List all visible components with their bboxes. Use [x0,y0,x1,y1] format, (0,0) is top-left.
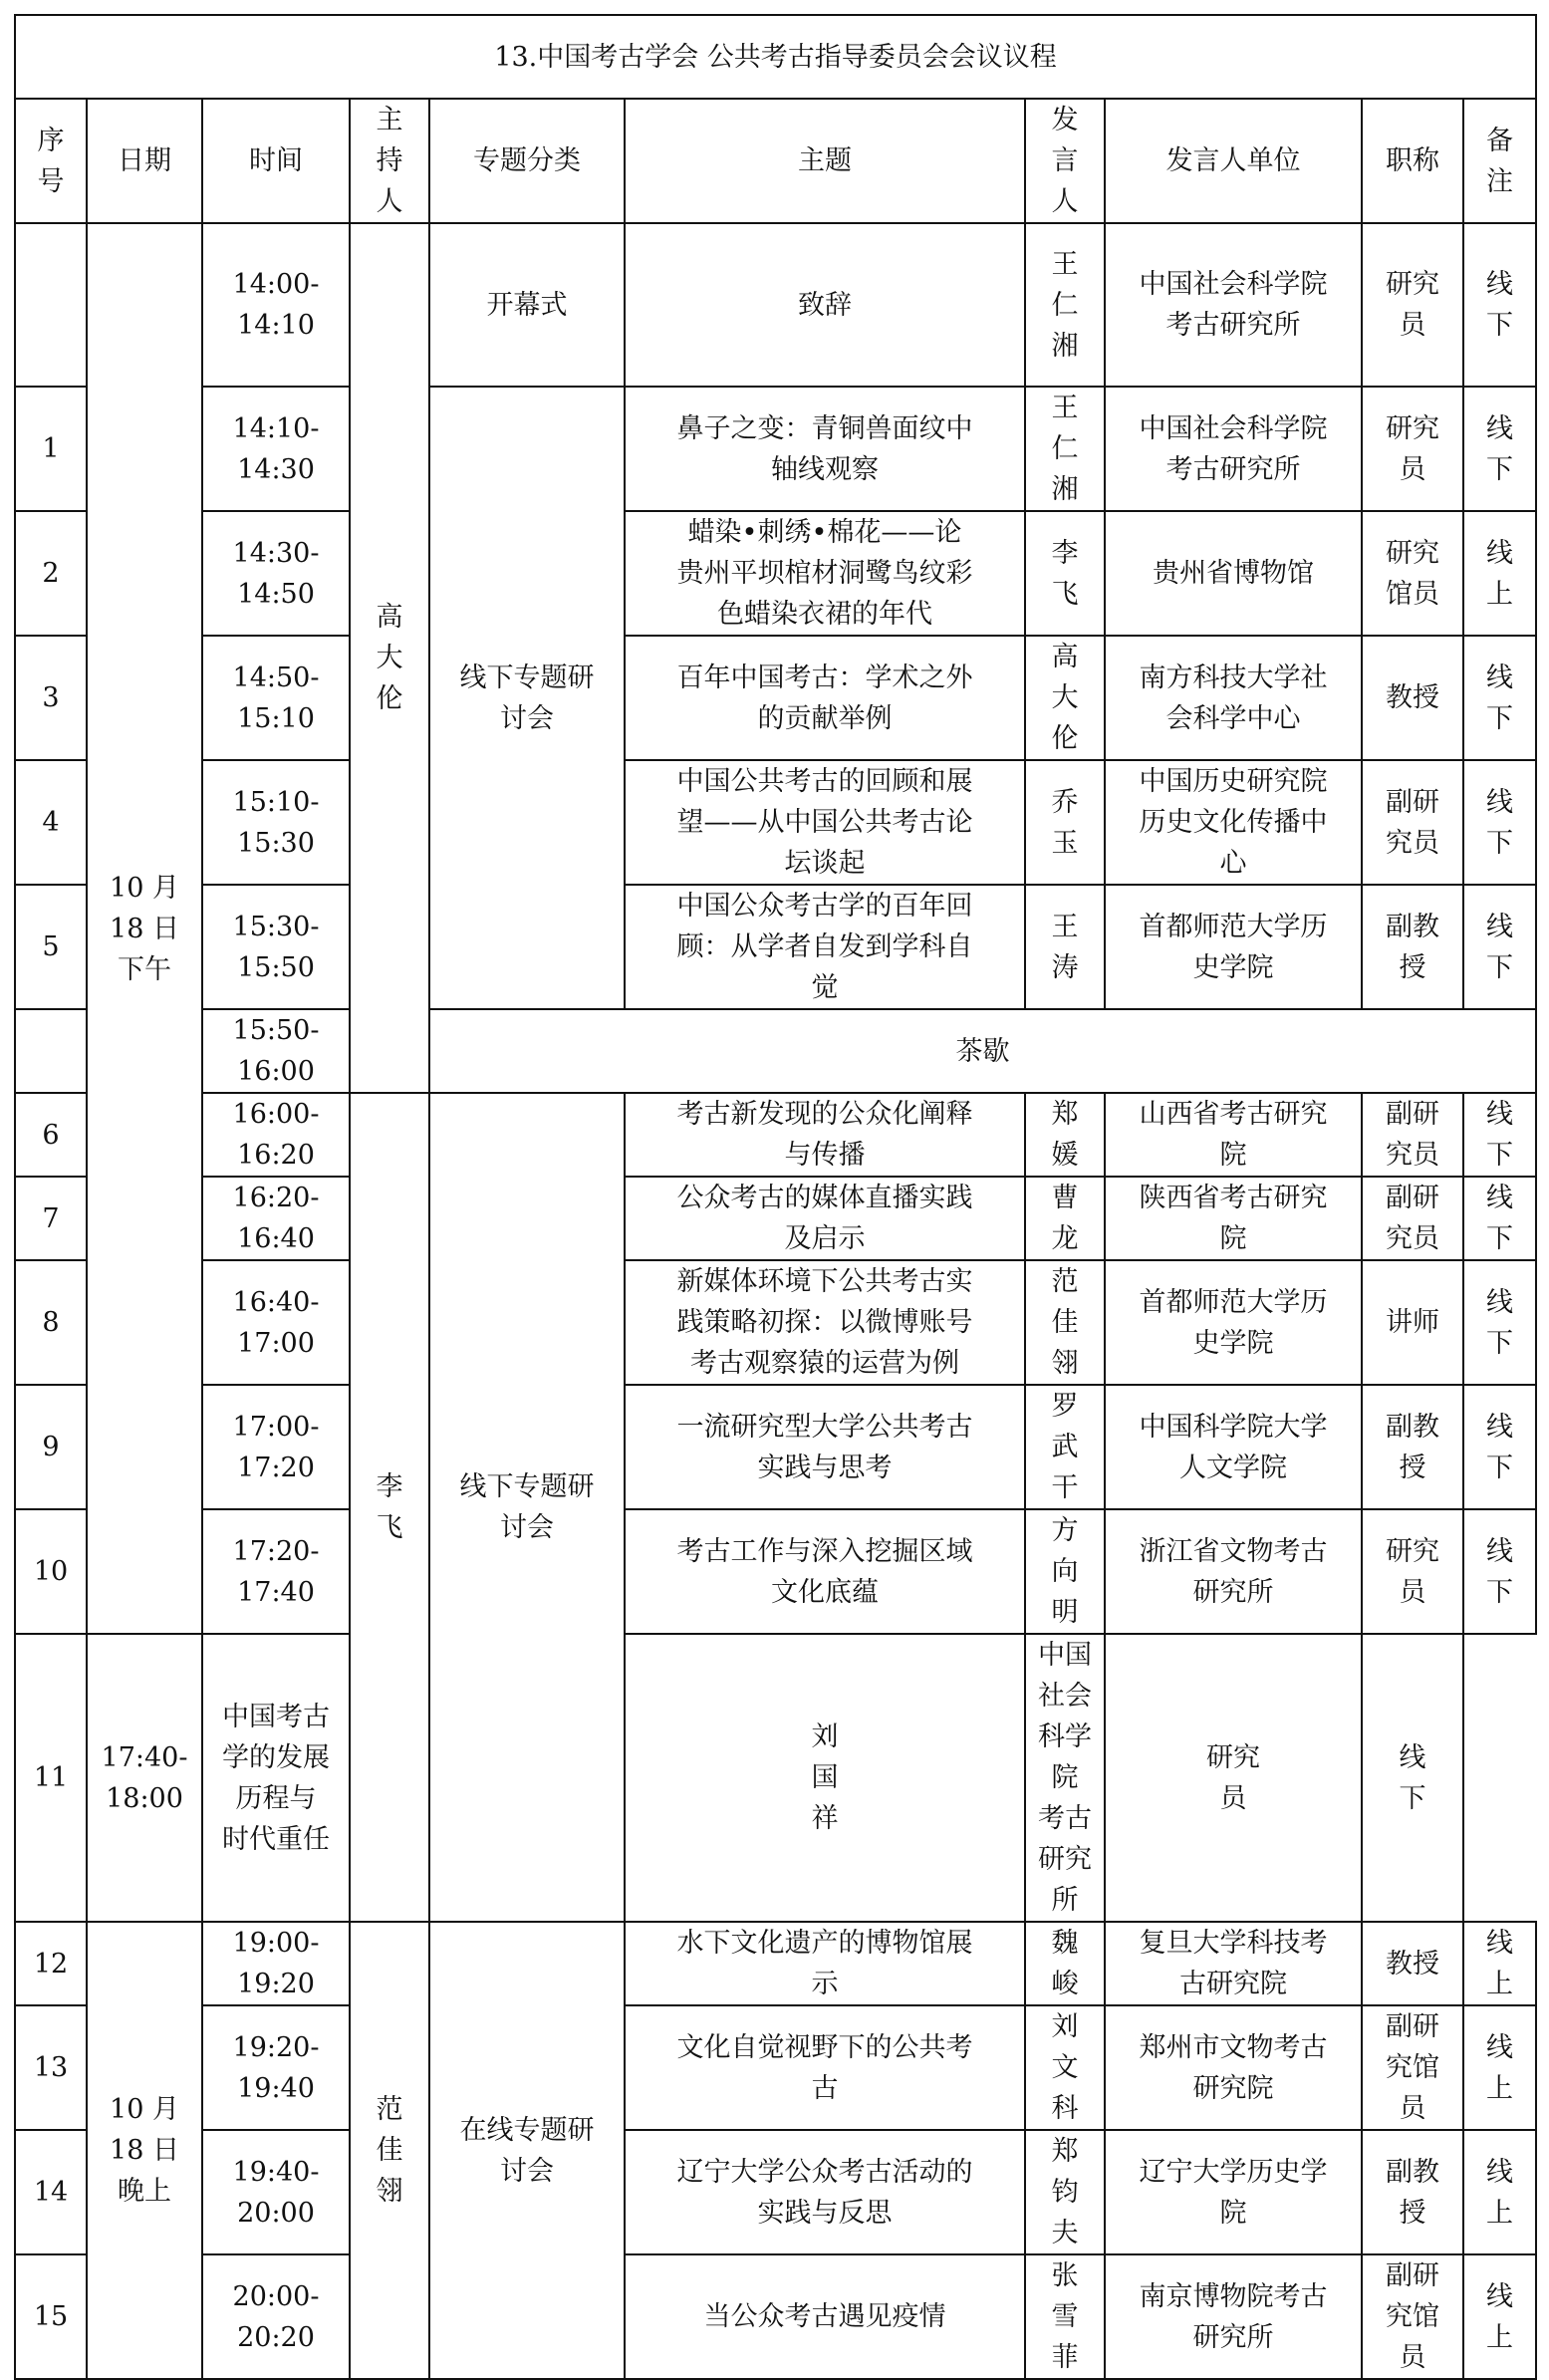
cell-affiliation: 郑州市文物考古 研究院 [1105,2005,1362,2130]
cell-topic: 致辞 [625,223,1025,387]
cell-affiliation: 中国社会科学院 考古研究所 [1025,1634,1105,1922]
cell-note: 线 下 [1463,636,1536,760]
cell-host-2: 李 飞 [350,1093,429,1922]
cell-rank: 教授 [1362,636,1463,760]
table-row [15,1385,1536,1509]
cell-topic: 鼻子之变：青铜兽面纹中 轴线观察 [625,387,1025,511]
cell-host-3: 范 佳 翎 [350,1922,429,2379]
cell-topic: 蜡染•刺绣•棉花——论 贵州平坝棺材洞鹭鸟纹彩 色蜡染衣裙的年代 [625,511,1025,636]
cell-affiliation: 南方科技大学社 会科学中心 [1105,636,1362,760]
cell-no: 11 [15,1634,87,1922]
cell-speaker: 郑 钧 夫 [1025,2130,1105,2254]
cell-note: 线 下 [1463,223,1536,387]
cell-category-offline-2: 线下专题研 讨会 [429,1093,625,1922]
cell-time: 14:10- 14:30 [202,387,350,511]
cell-category-offline-1: 线下专题研 讨会 [429,387,625,1009]
cell-no: 12 [15,1922,87,2005]
table-row [15,885,1536,1009]
cell-note: 线 上 [1463,1922,1536,2005]
cell-time: 16:00- 16:20 [202,1093,350,1177]
break-row [15,1009,1536,1093]
table-row [15,1922,1536,2005]
cell-topic: 水下文化遗产的博物馆展 示 [625,1922,1025,2005]
cell-time: 15:30- 15:50 [202,885,350,1009]
cell-date-afternoon: 10 月 18 日 下午 [87,223,202,1634]
header-rank: 职称 [1362,99,1463,223]
cell-time: 14:30- 14:50 [202,511,350,636]
cell-speaker: 范 佳 翎 [1025,1260,1105,1385]
cell-speaker: 王 涛 [1025,885,1105,1009]
cell-topic: 公众考古的媒体直播实践 及启示 [625,1177,1025,1260]
cell-topic: 中国考古学的发展历程与 时代重任 [202,1634,350,1922]
cell-note: 线 下 [1463,387,1536,511]
header-time: 时间 [202,99,350,223]
cell-time: 15:10- 15:30 [202,760,350,885]
cell-affiliation: 山西省考古研究 院 [1105,1093,1362,1177]
cell-affiliation: 浙江省文物考古 研究所 [1105,1509,1362,1634]
cell-time: 17:20- 17:40 [202,1509,350,1634]
cell-break-label: 茶歇 [429,1009,1536,1093]
cell-rank: 讲师 [1362,1260,1463,1385]
cell-affiliation: 陕西省考古研究 院 [1105,1177,1362,1260]
cell-topic: 考古工作与深入挖掘区域 文化底蕴 [625,1509,1025,1634]
cell-speaker: 罗 武 干 [1025,1385,1105,1509]
cell-rank: 副研 究馆 员 [1362,2254,1463,2379]
cell-affiliation: 辽宁大学历史学 院 [1105,2130,1362,2254]
cell-topic: 文化自觉视野下的公共考 古 [625,2005,1025,2130]
cell-note: 线 下 [1463,760,1536,885]
header-affiliation: 发言人单位 [1105,99,1362,223]
cell-rank: 研究 员 [1362,1509,1463,1634]
cell-note: 线 下 [1463,1177,1536,1260]
cell-host-1: 高 大 伦 [350,223,429,1093]
cell-rank: 副教 授 [1362,2130,1463,2254]
cell-note: 线 上 [1463,2130,1536,2254]
cell-time: 14:00- 14:10 [202,223,350,387]
agenda-table [14,14,1537,2380]
cell-time: 17:40- 18:00 [87,1634,202,1922]
table-row [15,1260,1536,1385]
cell-topic: 考古新发现的公众化阐释 与传播 [625,1093,1025,1177]
table-row [15,1509,1536,1634]
cell-topic: 当公众考古遇见疫情 [625,2254,1025,2379]
cell-time: 17:00- 17:20 [202,1385,350,1509]
header-note: 备 注 [1463,99,1536,223]
cell-time: 20:00- 20:20 [202,2254,350,2379]
cell-category-opening: 开幕式 [429,223,625,387]
cell-no: 6 [15,1093,87,1177]
cell-note: 线 下 [1463,885,1536,1009]
cell-no: 5 [15,885,87,1009]
header-speaker: 发 言 人 [1025,99,1105,223]
cell-speaker: 郑 媛 [1025,1093,1105,1177]
cell-topic: 中国公共考古的回顾和展 望——从中国公共考古论 坛谈起 [625,760,1025,885]
header-topic: 主题 [625,99,1025,223]
table-row [15,636,1536,760]
cell-no: 1 [15,387,87,511]
cell-no [15,1009,87,1093]
cell-rank: 副教 授 [1362,1385,1463,1509]
cell-speaker: 方 向 明 [1025,1509,1105,1634]
cell-note: 线 下 [1463,1093,1536,1177]
cell-affiliation: 中国科学院大学 人文学院 [1105,1385,1362,1509]
page-title: 13.中国考古学会 公共考古指导委员会会议议程 [15,15,1536,99]
cell-rank: 研究 员 [1105,1634,1362,1922]
cell-note: 线 下 [1463,1260,1536,1385]
cell-affiliation: 首都师范大学历 史学院 [1105,1260,1362,1385]
cell-affiliation: 复旦大学科技考 古研究院 [1105,1922,1362,2005]
cell-topic: 中国公众考古学的百年回 顾：从学者自发到学科自 觉 [625,885,1025,1009]
cell-rank: 教授 [1362,1922,1463,2005]
cell-no [15,223,87,387]
cell-speaker: 王 仁 湘 [1025,387,1105,511]
cell-rank: 副研 究馆 员 [1362,2005,1463,2130]
cell-speaker: 刘 国 祥 [625,1634,1025,1922]
cell-break-time: 15:50- 16:00 [202,1009,350,1093]
cell-topic: 一流研究型大学公共考古 实践与思考 [625,1385,1025,1509]
cell-rank: 副教 授 [1362,885,1463,1009]
header-date: 日期 [87,99,202,223]
cell-speaker: 王 仁 湘 [1025,223,1105,387]
cell-time: 19:00- 19:20 [202,1922,350,2005]
cell-no: 8 [15,1260,87,1385]
header-host: 主 持 人 [350,99,429,223]
table-row [15,511,1536,636]
table-row [15,2254,1536,2379]
cell-speaker: 魏 峻 [1025,1922,1105,2005]
cell-note: 线 下 [1463,1509,1536,1634]
cell-affiliation: 南京博物院考古 研究所 [1105,2254,1362,2379]
cell-rank: 副研 究员 [1362,760,1463,885]
cell-date-evening: 10 月 18 日 晚上 [87,1922,202,2379]
cell-time: 19:20- 19:40 [202,2005,350,2130]
cell-rank: 研究 馆员 [1362,511,1463,636]
cell-speaker: 张 雪 菲 [1025,2254,1105,2379]
header-category: 专题分类 [429,99,625,223]
cell-speaker: 李 飞 [1025,511,1105,636]
cell-affiliation: 中国社会科学院 考古研究所 [1105,387,1362,511]
cell-topic: 新媒体环境下公共考古实 践策略初探：以微博账号 考古观察猿的运营为例 [625,1260,1025,1385]
cell-rank: 副研 究员 [1362,1177,1463,1260]
cell-affiliation: 首都师范大学历 史学院 [1105,885,1362,1009]
cell-affiliation: 中国社会科学院 考古研究所 [1105,223,1362,387]
cell-speaker: 乔 玉 [1025,760,1105,885]
cell-time: 16:20- 16:40 [202,1177,350,1260]
table-row [15,1634,1536,1922]
cell-time: 16:40- 17:00 [202,1260,350,1385]
cell-rank: 副研 究员 [1362,1093,1463,1177]
cell-note: 线 下 [1463,1385,1536,1509]
cell-no: 10 [15,1509,87,1634]
cell-note: 线 下 [1362,1634,1463,1922]
cell-speaker: 曹 龙 [1025,1177,1105,1260]
cell-no: 4 [15,760,87,885]
cell-topic: 百年中国考古：学术之外 的贡献举例 [625,636,1025,760]
table-row [15,223,1536,387]
table-row [15,387,1536,511]
table-row [15,2130,1536,2254]
cell-speaker: 高 大 伦 [1025,636,1105,760]
cell-no: 15 [15,2254,87,2379]
table-row [15,2005,1536,2130]
cell-affiliation: 贵州省博物馆 [1105,511,1362,636]
cell-topic: 辽宁大学公众考古活动的 实践与反思 [625,2130,1025,2254]
cell-affiliation: 中国历史研究院 历史文化传播中 心 [1105,760,1362,885]
cell-note: 线 上 [1463,2005,1536,2130]
header-no: 序 号 [15,99,87,223]
cell-note: 线 上 [1463,511,1536,636]
cell-no: 7 [15,1177,87,1260]
cell-rank: 研究 员 [1362,387,1463,511]
cell-note: 线 上 [1463,2254,1536,2379]
cell-no: 14 [15,2130,87,2254]
cell-no: 3 [15,636,87,760]
cell-rank: 研究 员 [1362,223,1463,387]
table-row [15,760,1536,885]
cell-time: 14:50- 15:10 [202,636,350,760]
cell-category-online: 在线专题研 讨会 [429,1922,625,2379]
cell-no: 13 [15,2005,87,2130]
cell-time: 19:40- 20:00 [202,2130,350,2254]
table-row [15,1093,1536,1177]
cell-no: 2 [15,511,87,636]
table-row [15,1177,1536,1260]
cell-no: 9 [15,1385,87,1509]
cell-speaker: 刘 文 科 [1025,2005,1105,2130]
